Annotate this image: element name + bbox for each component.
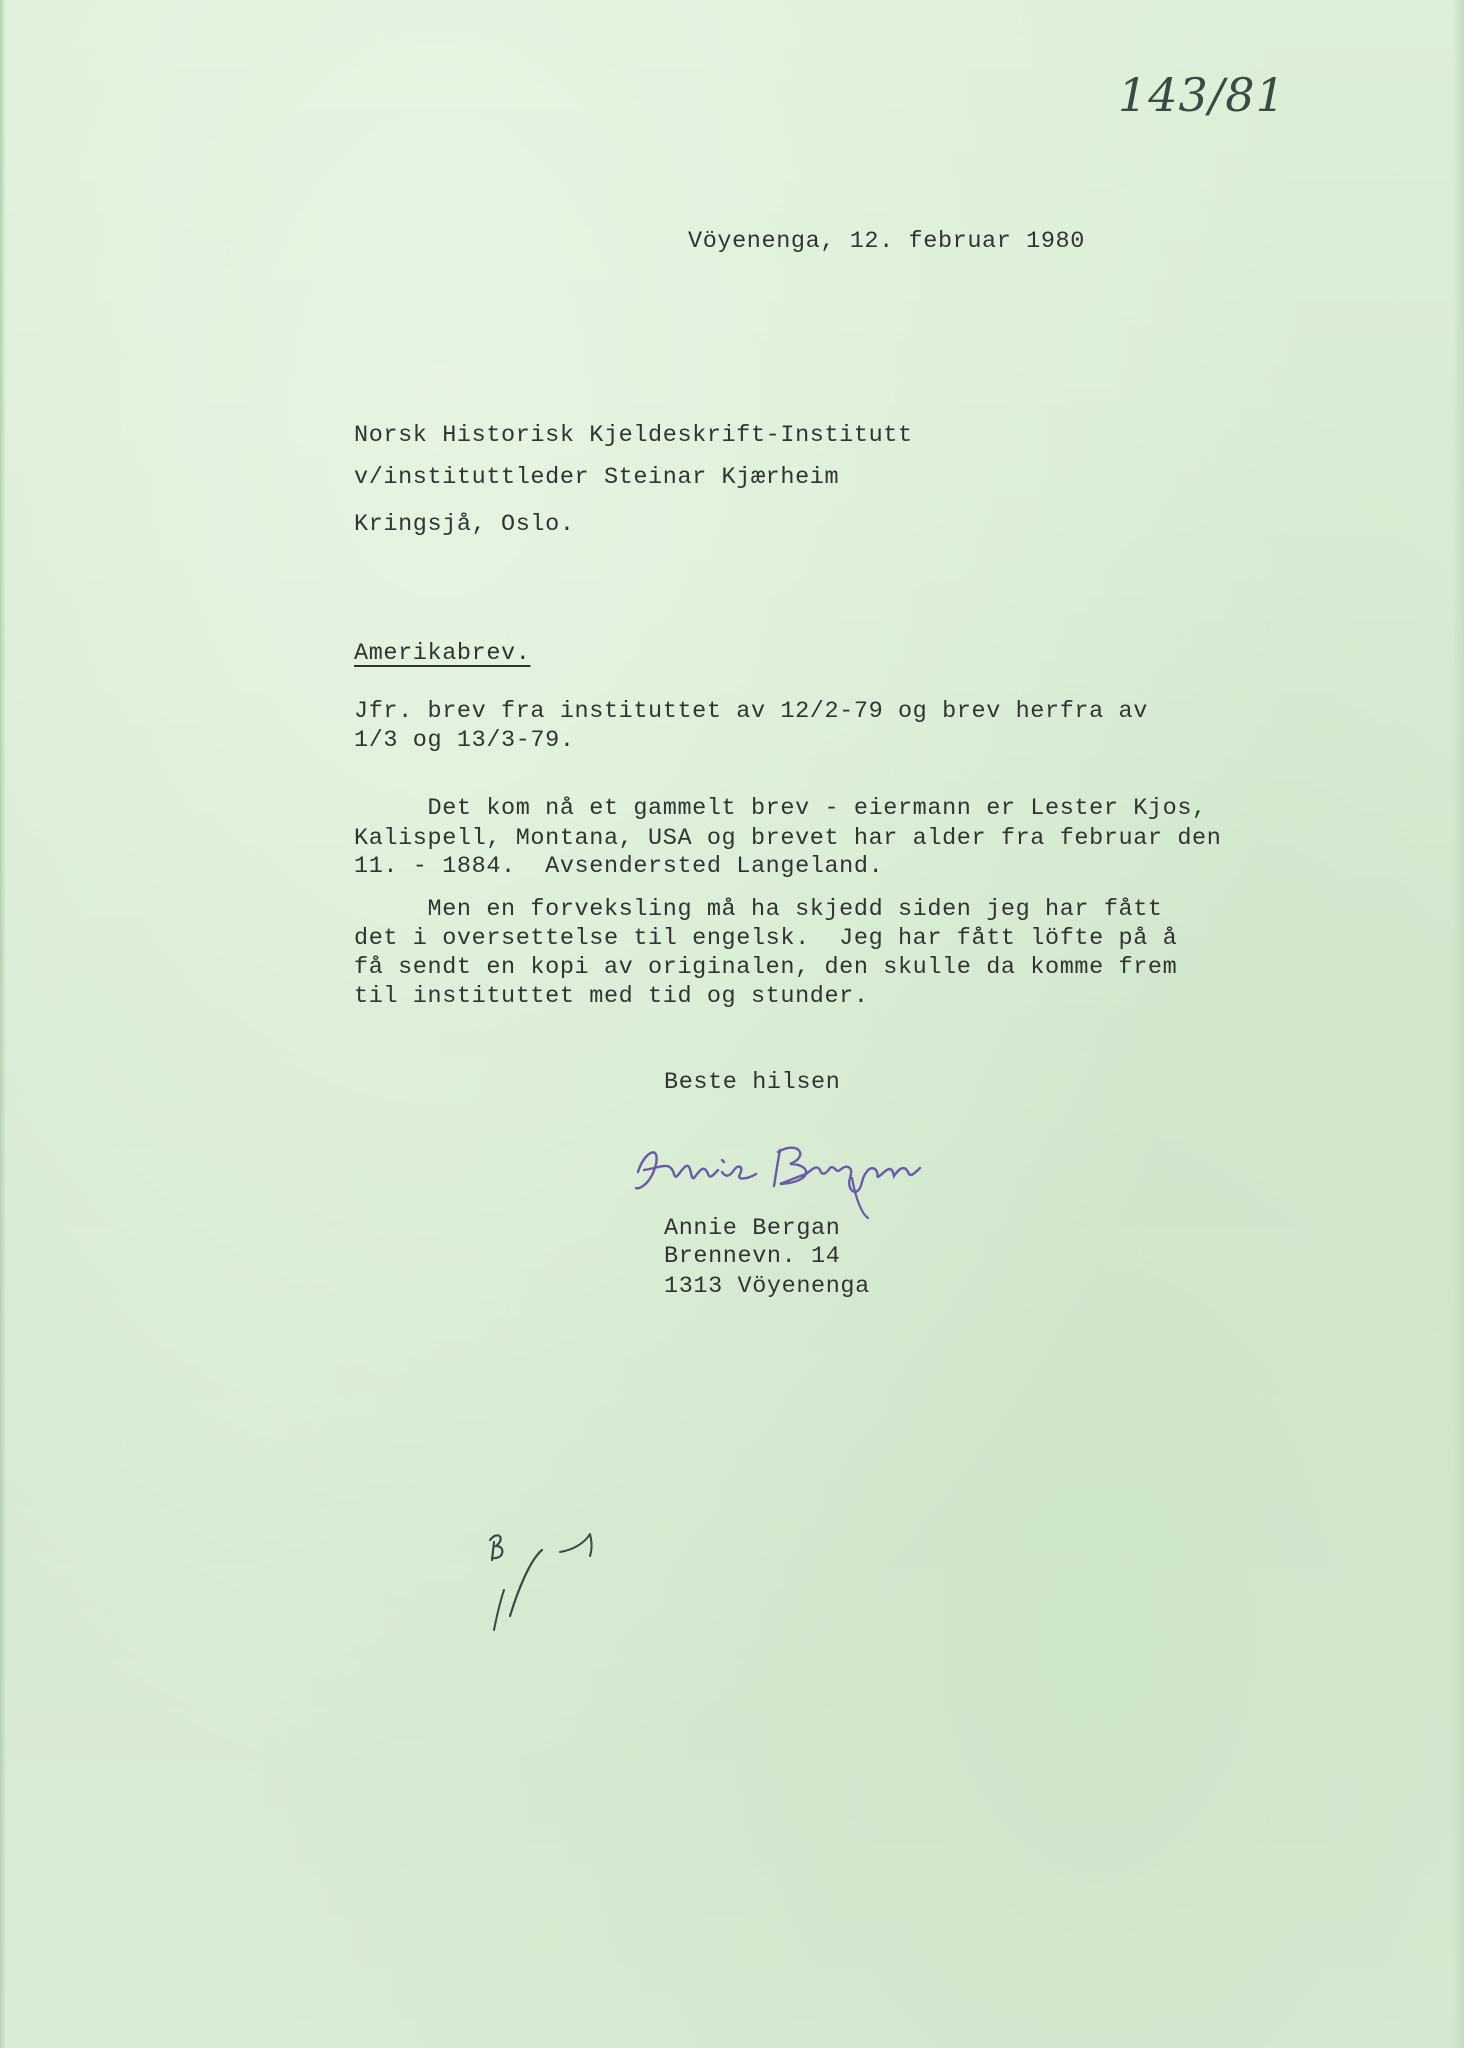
- paragraph-1-line-3: 11. - 1884. Avsendersted Langeland.: [354, 853, 884, 880]
- recipient-line-2: v/instituttleder Steinar Kjærheim: [354, 464, 840, 491]
- paragraph-2-line-3: få sendt en kopi av originalen, den skulle da komme frem: [354, 954, 1178, 981]
- paper-edge-right: [1452, 0, 1464, 2048]
- reference-line-1: Jfr. brev fra instituttet av 12/2-79 og brev herfra av: [354, 698, 1148, 725]
- paper-edge-left: [0, 0, 6, 2048]
- paragraph-1-line-2: Kalispell, Montana, USA og brevet har alder fra februar den: [354, 825, 1222, 852]
- sender-street: Brennevn. 14: [664, 1243, 841, 1270]
- sender-name: Annie Bergan: [664, 1215, 841, 1242]
- sender-postal: 1313 Vöyenenga: [664, 1273, 870, 1300]
- date-line: Vöyenenga, 12. februar 1980: [688, 228, 1085, 255]
- closing-line: Beste hilsen: [664, 1069, 841, 1096]
- paragraph-2-line-1: Men en forveksling må ha skjedd siden jeg har fått: [354, 896, 1163, 923]
- paragraph-2-line-4: til instituttet med tid og stunder.: [354, 983, 869, 1010]
- reference-line-2: 1/3 og 13/3-79.: [354, 727, 575, 754]
- handwritten-initials: [480, 1520, 630, 1640]
- paragraph-2-line-2: det i oversettelse til engelsk. Jeg har fått löfte på å: [354, 925, 1178, 952]
- subject-line: Amerikabrev.: [354, 640, 531, 667]
- recipient-line-1: Norsk Historisk Kjeldeskrift-Institutt: [354, 422, 913, 449]
- recipient-line-3: Kringsjå, Oslo.: [354, 511, 575, 538]
- paragraph-1-line-1: Det kom nå et gammelt brev - eiermann er Lester Kjos,: [354, 795, 1207, 822]
- archive-number: 143/81: [1118, 68, 1286, 122]
